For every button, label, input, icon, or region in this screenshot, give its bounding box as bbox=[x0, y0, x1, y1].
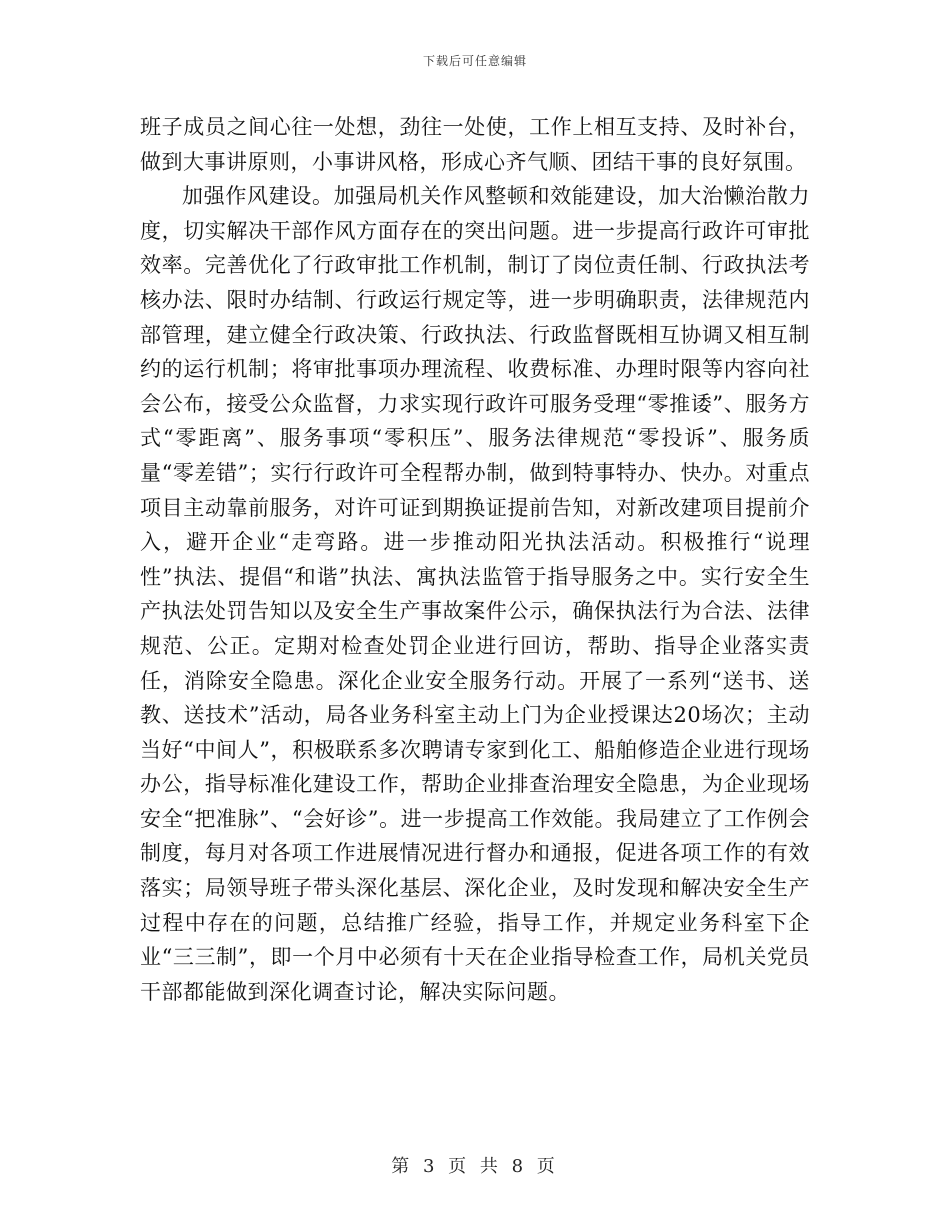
paragraph-2: 加强作风建设。加强局机关作风整顿和效能建设，加大治懒治散力度，切实解决干部作风方面存在的突出问题。进一步提高行政许可审批效率。完善优化了行政审批工作机制，制订了岗位责任制、行政执法考核办法、限时办结制、行政运行规定等，进一步明确职责，法律规范内部管理，建立健全行政决策、行政执法、行政监督既相互协调又相互制约的运行机制；将审批事项办理流程、收费标准、办理时限等内容向社会公布，接受公众监督，力求实现行政许可服务受理“零推诿”、服务方式“零距离”、服务事项“零积压”、服务法律规范“零投诉”、服务质量“零差错”；实行行政许可全程帮办制，做到特事特办、快办。对重点项目主动靠前服务，对许可证到期换证提前告知，对新改建项目提前介入，避开企业“走弯路。进一步推动阳光执法活动。积极推行“说理性”执法、提倡“和谐”执法、寓执法监管于指导服务之中。实行安全生产执法处罚告知以及安全生产事故案件公示，确保执法行为合法、法律规范、公正。定期对检查处罚企业进行回访，帮助、指导企业落实责任，消除安全隐患。深化企业安全服务行动。开展了一系列“送书、送教、送技术”活动，局各业务科室主动上门为企业授课达20场次；主动当好“中间人”，积极联系多次聘请专家到化工、船舶修造企业进行现场办公，指导标准化建设工作，帮助企业排查治理安全隐患，为企业现场安全“把准脉”、“会好诊”。进一步提高工作效能。我局建立了工作例会制度，每月对各项工作进展情况进行督办和通报，促进各项工作的有效落实；局领导班子带头深化基层、深化企业，及时发现和解决安全生产过程中存在的问题，总结推广经验，指导工作，并规定业务科室下企业“三三制”，即一个月中必须有十天在企业指导检查工作，局机关党员干部都能做到深化调查讨论，解决实际问题。 bbox=[140, 184, 810, 1004]
page-number-footer: 第 3 页 共 8 页 bbox=[391, 1156, 559, 1177]
paragraph-1: 班子成员之间心往一处想，劲往一处使，工作上相互支持、及时补台，做到大事讲原则，小事讲风格，形成心齐气顺、团结干事的良好氛围。 bbox=[140, 115, 810, 174]
document-body bbox=[140, 110, 810, 1009]
page-header: 下载后可任意编辑 bbox=[422, 54, 527, 68]
